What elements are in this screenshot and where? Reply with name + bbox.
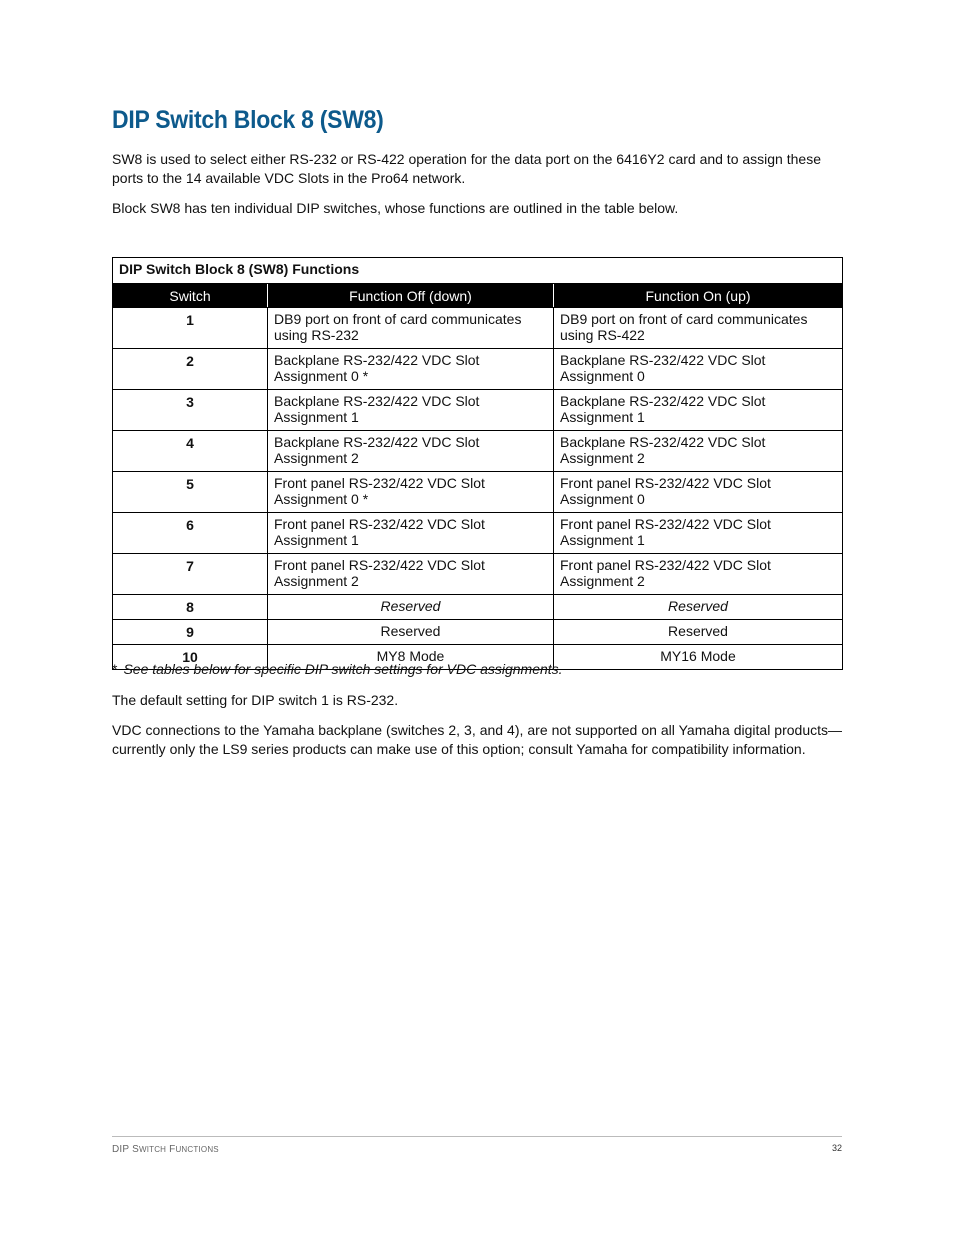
switch-number: 6: [113, 513, 268, 554]
footer-section-part: UNCTIONS: [175, 1145, 219, 1154]
function-off: Reserved: [268, 620, 554, 645]
function-on: DB9 port on front of card communicates using RS-422: [554, 308, 843, 349]
column-header-switch: Switch: [113, 284, 268, 308]
function-on: Reserved: [554, 595, 843, 620]
footer-section-title: [112, 1144, 219, 1155]
table-row: [113, 390, 843, 431]
switch-number: 10: [113, 645, 268, 670]
table-row: [113, 431, 843, 472]
table-footnote: [112, 661, 563, 677]
function-on: Front panel RS-232/422 VDC Slot Assignment 1: [554, 513, 843, 554]
column-header-off: Function Off (down): [268, 284, 554, 308]
page-number: 32: [831, 1143, 842, 1153]
default-setting-paragraph: The default setting for DIP switch 1 is RS-232.: [112, 692, 399, 708]
switch-number: 2: [113, 349, 268, 390]
footer-section-part: DIP S: [112, 1144, 139, 1155]
table-row: [113, 620, 843, 645]
switch-number: 7: [113, 554, 268, 595]
function-on: Backplane RS-232/422 VDC Slot Assignment 0: [554, 349, 843, 390]
function-on: Backplane RS-232/422 VDC Slot Assignment 2: [554, 431, 843, 472]
page-title: DIP Switch Block 8 (SW8): [112, 106, 384, 134]
intro-paragraph: SW8 is used to select either RS-232 or RS-422 operation for the data port on the 6416Y2 card and to assign these ports to the 14 available VDC Slots in the Pro64 network.: [112, 151, 821, 186]
table-caption-row: [113, 258, 843, 284]
function-off: Front panel RS-232/422 VDC Slot Assignment 2: [268, 554, 554, 595]
column-header-on: Function On (up): [554, 284, 843, 308]
table-header-row: [113, 284, 843, 308]
footer-section-part: F: [166, 1144, 176, 1155]
function-off: DB9 port on front of card communicates using RS-232: [268, 308, 554, 349]
table-row: [113, 554, 843, 595]
table-row: [113, 472, 843, 513]
switch-number: 3: [113, 390, 268, 431]
footer-section-part: WITCH: [138, 1145, 167, 1154]
function-on: Reserved: [554, 620, 843, 645]
function-off: Backplane RS-232/422 VDC Slot Assignment 0 *: [268, 349, 554, 390]
function-off: Front panel RS-232/422 VDC Slot Assignment 1: [268, 513, 554, 554]
switch-number: 1: [113, 308, 268, 349]
function-off: MY8 Mode: [268, 645, 554, 670]
table-row: [113, 349, 843, 390]
function-on: Front panel RS-232/422 VDC Slot Assignment 0: [554, 472, 843, 513]
function-off: Backplane RS-232/422 VDC Slot Assignment 2: [268, 431, 554, 472]
function-on: Backplane RS-232/422 VDC Slot Assignment 1: [554, 390, 843, 431]
footnote-marker: *: [112, 661, 118, 677]
function-off: Reserved: [268, 595, 554, 620]
table-row: [113, 595, 843, 620]
table-caption: DIP Switch Block 8 (SW8) Functions: [113, 258, 843, 284]
sw8-functions-table: [112, 257, 843, 670]
function-off: Front panel RS-232/422 VDC Slot Assignment 0 *: [268, 472, 554, 513]
intro-paragraph-2: Block SW8 has ten individual DIP switches, whose functions are outlined in the table below.: [112, 200, 679, 216]
vdc-paragraph: VDC connections to the Yamaha backplane (switches 2, 3, and 4), are not supported on all Yamaha digital products—currently only the LS9 series products can make use of this option; consult Yamaha for compatibility information.: [112, 722, 842, 757]
function-on: Front panel RS-232/422 VDC Slot Assignment 2: [554, 554, 843, 595]
footer-divider: [112, 1136, 842, 1137]
function-on: MY16 Mode: [554, 645, 843, 670]
switch-number: 5: [113, 472, 268, 513]
switch-number: 8: [113, 595, 268, 620]
switch-number: 9: [113, 620, 268, 645]
table-row: [113, 513, 843, 554]
table-row: [113, 308, 843, 349]
switch-number: 4: [113, 431, 268, 472]
function-off: Backplane RS-232/422 VDC Slot Assignment 1: [268, 390, 554, 431]
footnote-text: See tables below for specific DIP switch settings for VDC assignments.: [123, 661, 563, 677]
